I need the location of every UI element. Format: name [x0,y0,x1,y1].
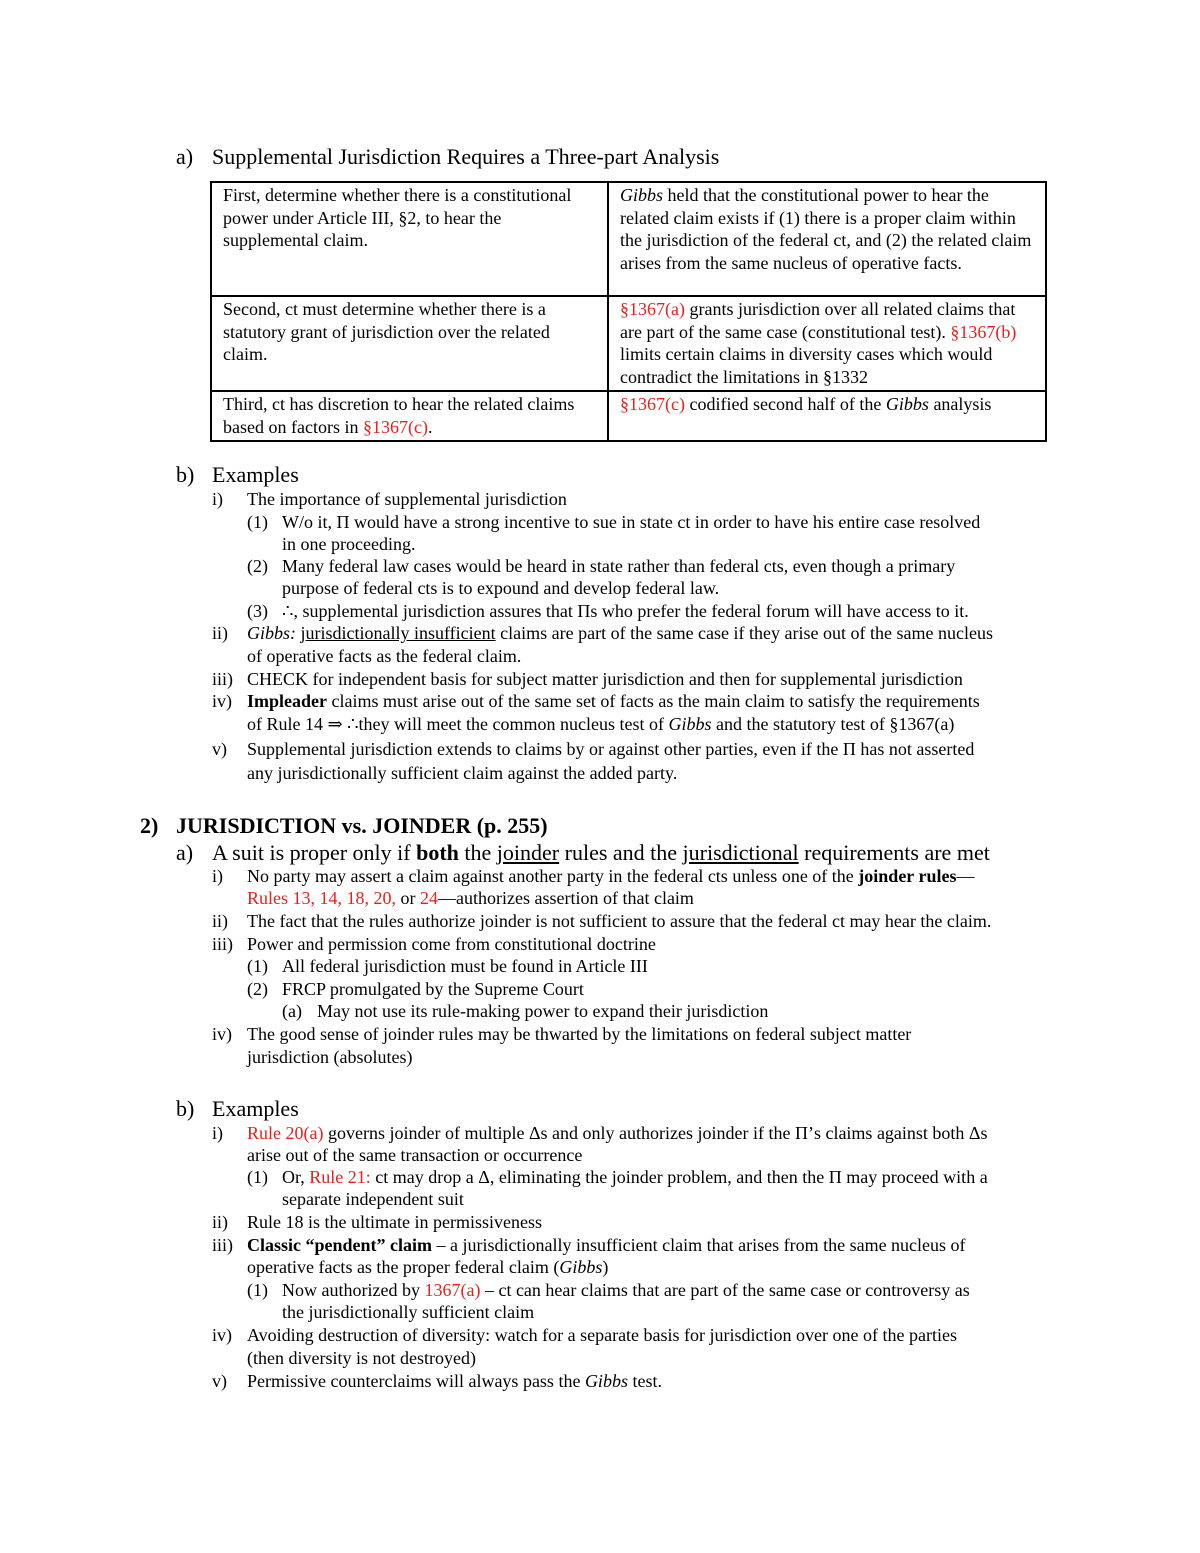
list-label: iv) [212,691,232,711]
list-label: i) [212,866,223,886]
list-label: (3) [247,601,268,621]
table-row [211,296,1046,391]
rule-reference: Rule 21: [309,1167,371,1187]
section-heading: Supplemental Jurisdiction Requires a Three-part Analysis [212,144,720,169]
list-item-continued: any jurisdictionally sufficient claim against the added party. [247,763,678,783]
list-label: iv) [212,1024,232,1044]
list-label: v) [212,739,227,759]
list-item: Rule 20(a) governs joinder of multiple Δs and only authorizes joinder if the Π’s claims against both Δs [247,1123,988,1143]
list-label: (1) [247,956,268,976]
list-item: May not use its rule-making power to expand their jurisdiction [317,1001,769,1021]
list-label: b) [176,1096,195,1121]
list-item: Supplemental jurisdiction extends to claims by or against other parties, even if the Π has not asserted [247,739,975,759]
list-item-continued: Rules 13, 14, 18, 20, or 24—authorizes assertion of that claim [247,888,694,908]
list-item-continued: operative facts as the proper federal claim (Gibbs) [247,1257,609,1277]
list-item: The fact that the rules authorize joinder is not sufficient to assure that the federal ct may hear the claim. [247,911,992,931]
list-item: Classic “pendent” claim – a jurisdictionally insufficient claim that arises from the same nucleus of [247,1235,966,1255]
list-label: (2) [247,979,268,999]
list-label: a) [176,144,194,169]
list-item: W/o it, Π would have a strong incentive to sue in state ct in order to have his entire case resolved [282,512,981,532]
list-item-continued: (then diversity is not destroyed) [247,1348,476,1368]
rule-reference: Rules 13, 14, 18, 20, [247,888,397,908]
list-item: No party may assert a claim against another party in the federal cts unless one of the joinder rules— [247,866,975,886]
list-label: iii) [212,669,233,689]
list-item: FRCP promulgated by the Supreme Court [282,979,584,999]
list-item-continued: of Rule 14 ⇒ ∴they will meet the common nucleus test of Gibbs and the statutory test of §1367(a) [247,714,955,734]
analysis-table [210,181,1047,442]
section-heading: Examples [212,1096,299,1121]
section-heading: Examples [212,462,299,487]
table-cell: First, determine whether there is a constitutional power under Article III, §2, to hear the supplemental claim. [211,182,608,296]
list-item: Now authorized by 1367(a) – ct can hear claims that are part of the same case or controversy as [282,1280,970,1300]
table-row [211,391,1046,441]
table-cell: Second, ct must determine whether there is a statutory grant of jurisdiction over the related claim. [211,296,608,391]
list-item: The good sense of joinder rules may be thwarted by the limitations on federal subject matter [247,1024,912,1044]
list-item: Avoiding destruction of diversity: watch for a separate basis for jurisdiction over one of the parties [247,1325,957,1345]
table-cell: §1367(c) codified second half of the Gibbs analysis [608,391,1046,441]
list-item-continued: jurisdiction (absolutes) [247,1047,413,1067]
list-item: Power and permission come from constitutional doctrine [247,934,656,954]
list-label: (1) [247,1167,268,1187]
list-label: (2) [247,556,268,576]
list-item: Impleader claims must arise out of the same set of facts as the main claim to satisfy the requirements [247,691,980,711]
statute-reference: §1367(c) [362,416,428,437]
list-label: v) [212,1371,227,1391]
table-cell: Gibbs held that the constitutional power to hear the related claim exists if (1) there is a proper claim within the jurisdiction of the federal ct, and (2) the related claim arises from the same nucleus of operative facts. [608,182,1046,296]
rule-reference: Rule 20(a) [247,1123,324,1143]
section-number: 2) [140,813,159,838]
list-label: iii) [212,934,233,954]
list-item-continued: separate independent suit [282,1189,464,1209]
list-item-continued: purpose of federal cts is to expound and develop federal law. [282,578,720,598]
section-heading: JURISDICTION vs. JOINDER (p. 255) [176,813,548,838]
list-item: All federal jurisdiction must be found in Article III [282,956,648,976]
list-label: i) [212,489,223,509]
list-label: (1) [247,1280,268,1300]
list-item: CHECK for independent basis for subject matter jurisdiction and then for supplemental jurisdiction [247,669,963,689]
list-label: ii) [212,1212,228,1232]
list-item: Permissive counterclaims will always pass the Gibbs test. [247,1371,662,1391]
list-item: Or, Rule 21: ct may drop a Δ, eliminating the joinder problem, and then the Π may proceed with a [282,1167,988,1187]
list-label: a) [176,840,194,865]
statute-reference: 1367(a) [424,1280,481,1300]
list-label: ii) [212,911,228,931]
statute-reference: §1367(a) [620,299,685,319]
statute-reference: §1367(c) [620,394,685,414]
list-item: Many federal law cases would be heard in state rather than federal cts, even though a primary [282,556,956,576]
list-item-continued: arise out of the same transaction or occurrence [247,1145,583,1165]
list-label: iii) [212,1235,233,1255]
list-item-continued: of operative facts as the federal claim. [247,646,522,666]
list-label: (1) [247,512,268,532]
list-label: i) [212,1123,223,1143]
list-item: The importance of supplemental jurisdiction [247,489,567,509]
list-item: A suit is proper only if both the joinder rules and the jurisdictional requirements are met [212,840,990,865]
list-label: ii) [212,623,228,643]
list-label: b) [176,462,195,487]
list-item: Gibbs: jurisdictionally insufficient claims are part of the same case if they arise out of the same nucleus [247,623,993,643]
list-item: Rule 18 is the ultimate in permissiveness [247,1212,542,1232]
table-row [211,182,1046,296]
statute-reference: §1367(b) [950,321,1017,342]
list-item-continued: the jurisdictionally sufficient claim [282,1302,535,1322]
list-item-continued: in one proceeding. [282,534,416,554]
list-label: (a) [282,1001,302,1021]
table-cell: §1367(a) grants jurisdiction over all related claims that are part of the same case (constitutional test). §1367(b) limits certain claims in diversity cases which would contradict the limitations in §1332 [608,296,1046,391]
table-cell: Third, ct has discretion to hear the related claims based on factors in §1367(c). [211,391,608,441]
list-item: ∴, supplemental jurisdiction assures that Πs who prefer the federal forum will have access to it. [282,601,969,621]
rule-reference: 24 [420,888,439,908]
list-label: iv) [212,1325,232,1345]
